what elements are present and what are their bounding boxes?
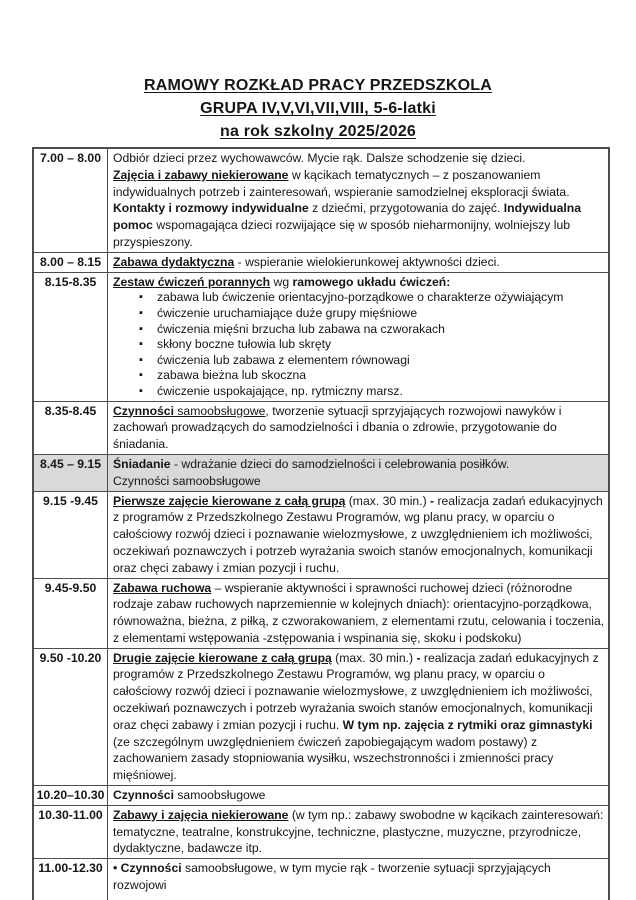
activity-paragraph — [113, 787, 605, 804]
activity-cell — [108, 273, 608, 401]
table-row — [34, 401, 608, 454]
activity-cell — [108, 492, 608, 578]
table-row — [34, 785, 608, 805]
bullet-item: ▪ zabawa lub ćwiczenie orientacyjno-porządkowe o charakterze ożywiającym — [113, 290, 605, 306]
text-segment: realizacja zadań edukacyjnych z programów z Przedszkolnego Zestawu Programów, wg planu pracy, w oparciu o całościowy rozwój dzieci i poznawanie wielozmysłowe, z uwzględnieniem ich możliwości, oczekiwań poznawczych i potrzeb wyrażania swoich stanów emocjonalnych, komunikacji oraz chęci zabawy i zmian pozycji i ruchu. — [113, 493, 603, 575]
activity-cell — [108, 579, 608, 648]
text-segment: Czynności — [120, 861, 182, 876]
activity-cell — [108, 649, 608, 785]
bullet-item: ▪ ćwiczenie uruchamiające duże grupy mięśniowe — [113, 306, 605, 322]
time-cell: 8.35-8.45 — [34, 402, 108, 454]
text-segment: Zabawa ruchowa — [113, 580, 212, 595]
time-cell: 10.30-11.00 — [34, 806, 108, 858]
document-title — [0, 0, 636, 143]
text-segment: Pierwsze zajęcie kierowane z całą grupą — [113, 493, 346, 508]
time-cell: 9.45-9.50 — [34, 579, 108, 648]
table-row — [34, 858, 608, 900]
text-segment: samoobsługowe, w tym mycie rąk - tworzenie sytuacji sprzyjających rozwojowi — [113, 861, 551, 893]
time-cell: 8.15-8.35 — [34, 273, 108, 401]
text-segment: W tym np. zajęcia z rytmiki oraz gimnastyki — [342, 717, 593, 732]
activity-cell — [108, 455, 608, 491]
title-line-2: GRUPA IV,V,VI,VII,VIII, 5-6-latki — [200, 100, 436, 117]
time-cell: 7.00 – 8.00 — [34, 149, 108, 252]
text-segment: (w tym np.: zabawy swobodne w kącikach zainteresowań: tematyczne, teatralne, konstrukcyjne, techniczne, plastyczne, muzyczne, przyrodnicze, dydaktyczne, badawcze itp. — [113, 807, 604, 856]
bullet-item: ▪ ćwiczenie uspokajające, np. rytmiczny marsz. — [113, 384, 605, 400]
time-cell: 8.45 – 9.15 — [34, 455, 108, 491]
text-segment: ramowego układu ćwiczeń: — [292, 274, 451, 289]
bullet-item: ▪ ćwiczenia lub zabawa z elementem równowagi — [113, 353, 605, 369]
time-cell: 9.50 -10.20 — [34, 649, 108, 785]
text-segment: realizacja zadań edukacyjnych z programów z Przedszkolnego Zestawu Programów, wg planu pracy, w oparciu o całościowy rozwój dzieci i poznawanie wielozmysłowe, z uwzględnieniem ich możliwości, oczekiwań poznawczych i potrzeb wyrażania swoich stanów emocjonalnych, komunikacji oraz chęci zabawy i zmian pozycji i ruchu. — [113, 650, 599, 732]
table-row — [34, 252, 608, 272]
bullet-list — [113, 290, 605, 399]
table-row — [34, 805, 608, 858]
text-segment: w kącikach tematycznych – z poszanowaniem indywidualnych potrzeb i zainteresowań, wspieranie samodzielnej eksploracji świata. — [113, 167, 570, 199]
text-segment: Zabawy i zajęcia niekierowane — [113, 807, 289, 822]
table-row — [34, 454, 608, 491]
text-segment: Zabawa dydaktyczna — [113, 254, 235, 269]
text-segment: Zestaw ćwiczeń porannych — [113, 274, 271, 289]
text-segment: (ze szczególnym uwzględnieniem ćwiczeń zapobiegającym wadom postawy) z zachowaniem zasady stopniowania wysiłku, wszechstronności i zmienności pracy mięśniowej. — [113, 734, 554, 783]
activity-cell — [108, 253, 608, 272]
text-segment: - wdrażanie dzieci do samodzielności i celebrowania posiłków. — [170, 456, 510, 471]
table-row — [34, 578, 608, 648]
activity-paragraph — [113, 254, 605, 271]
text-segment: samoobsługowe — [173, 403, 266, 418]
activity-paragraph — [113, 167, 605, 201]
text-segment: - — [430, 493, 435, 508]
text-segment: samoobsługowe — [173, 788, 266, 803]
text-segment: - wspieranie wielokierunkowej aktywności dzieci. — [234, 254, 500, 269]
time-cell: 11.00-12.30 — [34, 859, 108, 900]
activity-cell — [108, 859, 608, 900]
activity-paragraph — [113, 650, 605, 784]
table-row — [34, 648, 608, 785]
text-segment: Zajęcia i zabawy niekierowane — [113, 167, 289, 182]
activity-paragraph — [113, 456, 605, 473]
text-segment: Drugie zajęcie kierowane z całą grupą — [113, 650, 332, 665]
text-segment: z dziećmi, przygotowania do zajęć. — [308, 201, 504, 216]
activity-paragraph — [113, 580, 605, 647]
activity-paragraph — [113, 403, 605, 453]
activity-paragraph — [113, 493, 605, 577]
activity-paragraph — [113, 150, 605, 167]
bullet-item: ▪ skłony boczne tułowia lub skręty — [113, 337, 605, 353]
activity-cell — [108, 149, 608, 252]
table-row — [34, 272, 608, 401]
schedule-table — [32, 147, 610, 900]
activity-paragraph — [113, 807, 605, 857]
text-segment: - — [416, 650, 421, 665]
text-segment: Czynności samoobsługowe — [113, 473, 261, 488]
text-segment: Odbiór dzieci przez wychowawców. Mycie rąk. Dalsze schodzenie się dzieci. — [113, 151, 526, 165]
text-segment: , tworzenie sytuacji sprzyjających rozwojowi nawyków i zachowań prowadzących do samodzielności i dbania o zdrowie, przygotowanie do śniadania. — [113, 403, 562, 452]
time-cell: 9.15 -9.45 — [34, 492, 108, 578]
time-cell: 8.00 – 8.15 — [34, 253, 108, 272]
text-segment: Czynności — [113, 403, 174, 418]
bullet-item: ▪ zabawa bieżna lub skoczna — [113, 368, 605, 384]
text-segment: (max. 30 min.) — [331, 650, 417, 665]
activity-paragraph — [113, 473, 605, 490]
text-segment: – wspieranie aktywności i sprawności ruchowej dzieci (różnorodne rodzaje zabaw ruchowych naprzemiennie w kolejnych dniach): orientacyjno-porządkowa, równoważna, bieżna, z piłką, z czworakowaniem, z elementami rzutu, celowania i toczenia, z elementami wstępowania -zstępowania i wspinania się, skoku i podskoku) — [113, 580, 605, 645]
table-row — [34, 491, 608, 578]
activity-paragraph — [113, 860, 605, 894]
text-segment: Kontakty i rozmowy indywidualne — [113, 201, 309, 216]
text-segment: wspomagająca dzieci rozwijające się w sposób nieharmonijny, wolniejszy lub przyspieszony. — [113, 218, 571, 249]
title-line-3: na rok szkolny 2025/2026 — [219, 123, 417, 140]
text-segment: wg — [270, 274, 293, 289]
time-cell: 10.20–10.30 — [34, 786, 108, 805]
activity-paragraph — [113, 200, 605, 250]
bullet-marker: • — [113, 861, 121, 876]
text-segment: Indywidualna pomoc — [113, 201, 581, 233]
activity-cell — [108, 806, 608, 858]
activity-paragraph — [113, 274, 605, 291]
title-line-1: RAMOWY ROZKŁAD PRACY PRZEDSZKOLA — [143, 77, 493, 94]
bullet-item: ▪ ćwiczenia mięśni brzucha lub zabawa na czworakach — [113, 322, 605, 338]
activity-cell — [108, 402, 608, 454]
text-segment: (max. 30 min.) — [345, 493, 431, 508]
table-row — [34, 149, 608, 252]
text-segment: Czynności — [113, 788, 174, 803]
text-segment: Śniadanie — [113, 456, 171, 471]
activity-cell — [108, 786, 608, 805]
